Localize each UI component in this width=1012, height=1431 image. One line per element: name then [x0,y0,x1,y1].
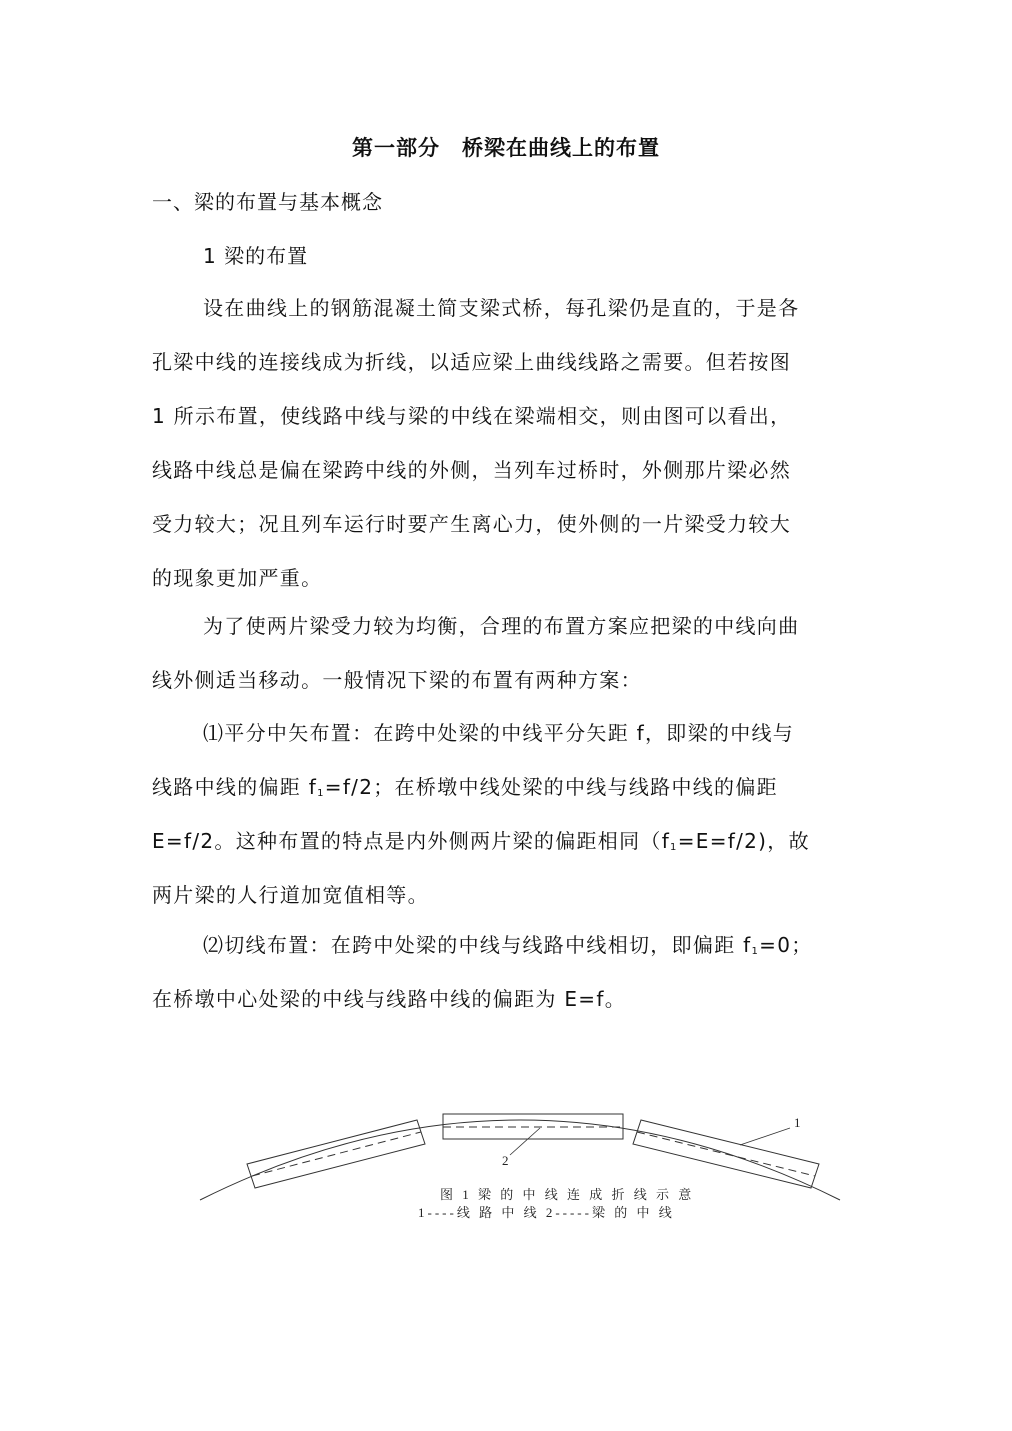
paragraph-line: 在桥墩中心处梁的中线与线路中线的偏距为 E=f。 [152,987,626,1011]
paragraph-3 [152,706,862,922]
paragraph-line: 线外侧适当移动。一般情况下梁的布置有两种方案： [152,668,642,692]
paragraph-line: ⑴平分中矢布置：在跨中处梁的中线平分矢距 f，即梁的中线与 [203,721,795,745]
paragraph-line: 为了使两片梁受力较为均衡，合理的布置方案应把梁的中线向曲 [203,614,800,638]
subsection-heading: 1 梁的布置 [203,244,309,268]
paragraph-line [152,814,862,868]
text-run: 线路中线的偏距 f [152,775,318,799]
subscript: 1 [751,946,760,957]
text-run: =f/2；在桥墩中线处梁的中线与线路中线的偏距 [324,775,778,799]
paragraph-2 [152,599,862,707]
paragraph-line: 1 所示布置，使线路中线与梁的中线在梁端相交，则由图可以看出， [152,404,792,428]
leader-line-1 [740,1128,790,1145]
paragraph-line [152,918,862,972]
paragraph-line: 的现象更加严重。 [152,566,323,590]
paragraph-4 [152,918,862,1026]
figure-marker-2: 2 [502,1153,512,1168]
beam-left [247,1120,425,1188]
text-run: ⑵切线布置：在跨中处梁的中线与线路中线相切，即偏距 f [203,933,752,957]
figure-caption: 图 1 梁 的 中 线 连 成 折 线 示 意 [440,1187,695,1202]
leader-line-2 [510,1128,540,1155]
figure-1-diagram [190,1100,850,1230]
text-run: E=f/2。这种布置的特点是内外侧两片梁的偏距相同（f [152,829,671,853]
text-run: =0； [759,933,813,957]
paragraph-line: 受力较大；况且列车运行时要产生离心力，使外侧的一片梁受力较大 [152,512,791,536]
page-title: 第一部分 桥梁在曲线上的布置 [352,135,660,160]
figure-marker-1: 1 [794,1115,804,1130]
text-run: =E=f/2)，故 [677,829,810,853]
paragraph-line: 线路中线总是偏在梁跨中线的外侧，当列车过桥时，外侧那片梁必然 [152,458,791,482]
section-heading: 一、梁的布置与基本概念 [152,190,383,214]
subscript: 1 [670,842,678,853]
paragraph-line: 两片梁的人行道加宽值相等。 [152,883,429,907]
beam-middle [443,1114,623,1139]
paragraph-line: 设在曲线上的钢筋混凝土简支梁式桥，每孔梁仍是直的，于是各 [203,296,800,320]
subscript: 1 [317,788,325,799]
paragraph-line: 孔梁中线的连接线成为折线，以适应梁上曲线线路之需要。但若按图 [152,350,791,374]
paragraph-line [152,760,862,814]
paragraph-1 [152,281,862,605]
figure-legend: 1----线 路 中 线 2-----梁 的 中 线 [418,1205,675,1220]
